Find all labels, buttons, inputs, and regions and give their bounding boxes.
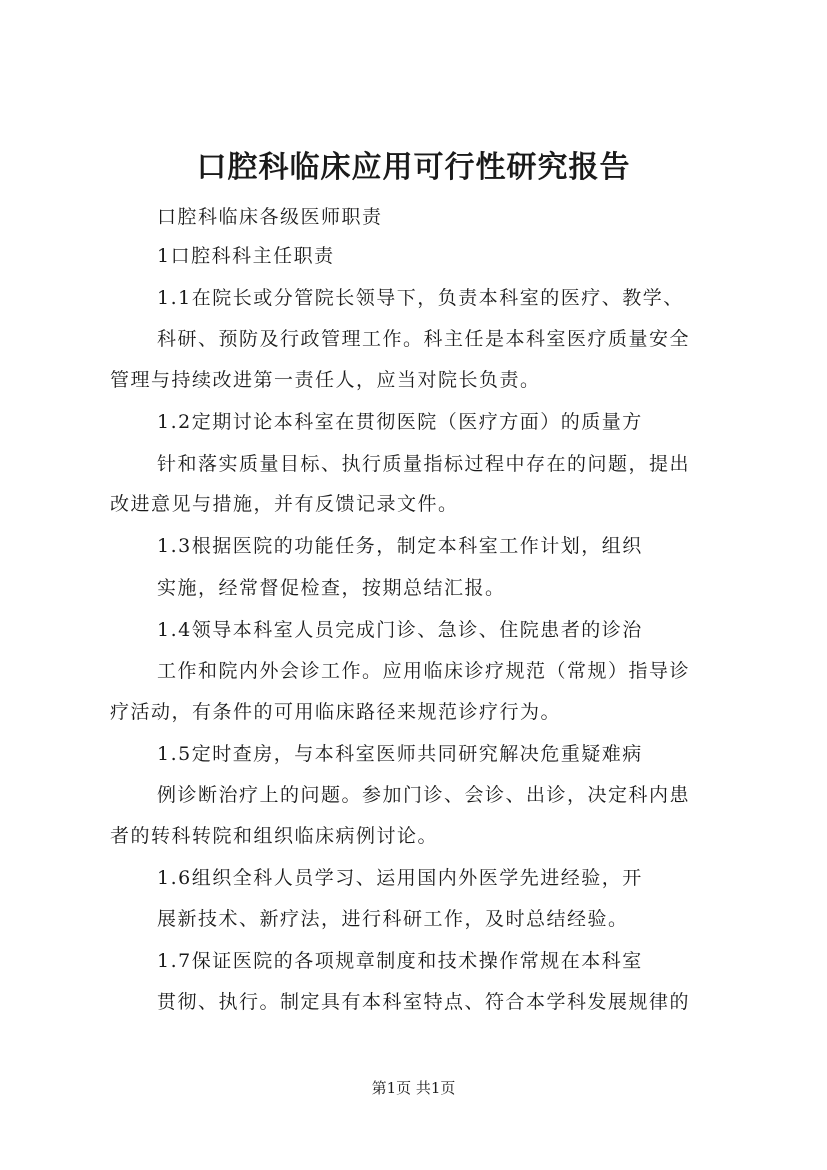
body-line: 贯彻、执行。制定具有本科室特点、符合本学科发展规律的 [157,991,691,1013]
body-line: 管理与持续改进第一责任人，应当对院长负责。 [110,369,541,391]
body-line: 疗活动，有条件的可用临床路径来规范诊疗行为。 [110,701,562,723]
body-line: 1口腔科科主任职责 [157,245,335,267]
body-line: 例诊断治疗上的问题。参加门诊、会诊、出诊，决定科内患 [157,784,691,806]
body-line: 1.4领导本科室人员完成门诊、急诊、住院患者的诊治 [157,619,643,641]
body-line: 1.7保证医院的各项规章制度和技术操作常规在本科室 [157,950,643,972]
body-line: 1.2定期讨论本科室在贯彻医院（医疗方面）的质量方 [157,411,643,433]
body-line: 展新技术、新疗法，进行科研工作，及时总结经验。 [157,908,629,930]
body-line: 者的转科转院和组织临床病例讨论。 [110,825,439,847]
body-line: 科研、预防及行政管理工作。科主任是本科室医疗质量安全 [157,328,691,350]
body-line: 1.3根据医院的功能任务，制定本科室工作计划，组织 [157,535,643,557]
body-line: 口腔科临床各级医师职责 [157,206,383,228]
body-line: 针和落实质量目标、执行质量指标过程中存在的问题，提出 [157,453,691,475]
document-title: 口腔科临床应用可行性研究报告 [196,150,631,185]
body-line: 1.6组织全科人员学习、运用国内外医学先进经验，开 [157,867,643,889]
body-line: 实施，经常督促检查，按期总结汇报。 [157,577,506,599]
page-footer: 第1页 共1页 [371,1079,456,1097]
body-line: 1.1在院长或分管院长领导下，负责本科室的医疗、教学、 [157,287,684,309]
body-line: 工作和院内外会诊工作。应用临床诊疗规范（常规）指导诊 [157,660,691,682]
body-line: 1.5定时查房，与本科室医师共同研究解决危重疑难病 [157,743,643,765]
body-line: 改进意见与措施，并有反馈记录文件。 [110,493,459,515]
